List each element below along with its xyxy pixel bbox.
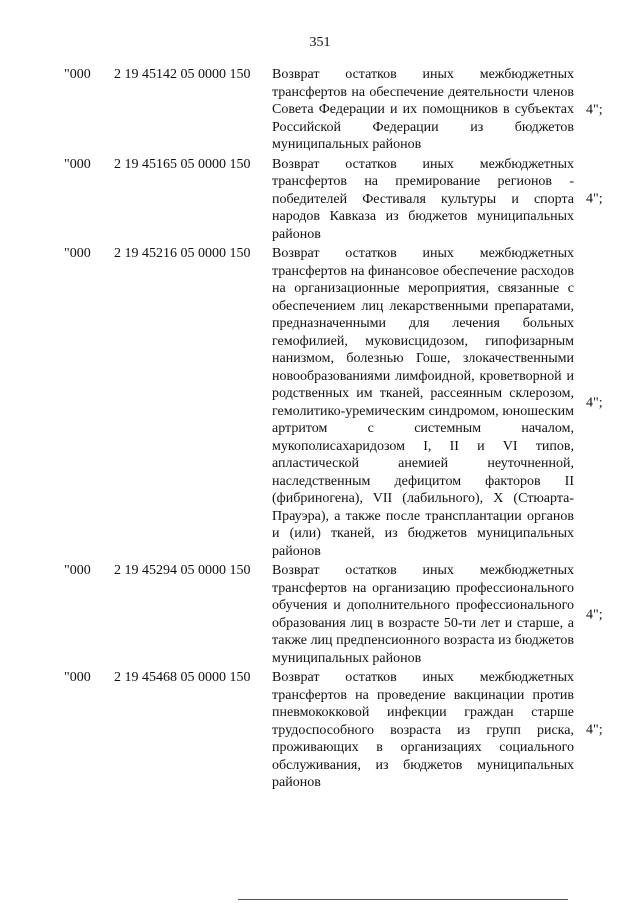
row-prefix: "000 xyxy=(64,563,91,578)
budget-code-list xyxy=(0,66,640,792)
budget-classification-code: 2 19 45294 05 0000 150 xyxy=(114,563,251,578)
budget-classification-code: 2 19 45468 05 0000 150 xyxy=(114,670,251,685)
row-description: Возврат остатков иных межбюджетных трансфертов на проведение вакцинации против пневмококковой инфекции граждан старше трудоспособного возраста из групп риска, проживающих в организациях социального обслуживания, из бюджетов муниципальных районов xyxy=(272,670,574,790)
row-prefix: "000 xyxy=(64,246,91,261)
budget-classification-code: 2 19 45142 05 0000 150 xyxy=(114,67,251,82)
row-prefix: "000 xyxy=(64,156,91,172)
page-number: 351 xyxy=(309,35,331,50)
table-row xyxy=(0,156,640,244)
row-suffix: 4"; xyxy=(586,102,603,117)
table-row xyxy=(0,66,640,154)
row-suffix: 4"; xyxy=(586,394,603,410)
row-prefix: "000 xyxy=(64,67,91,82)
row-description: Возврат остатков иных межбюджетных трансфертов на финансовое обеспечение расходов на организационные мероприятия, связанные с обеспечением лиц лекарственными препаратами, предназначенными для лечения больных гемофилией, муковисцидозом, гипофизарным нанизмом, болезнью Гоше, злокачественными новообразованиями лимфоидной, кроветворной и родственных им тканей, рассеянным склерозом, гемолитико-уремическим синдромом, юношеским артритом с системным началом, мукополисахаридозом I, II и VI типов, апластической анемией неуточненной, наследственным дефицитом факторов II (фибриногена), VII (лабильного), X (Стюарта-Прауэра), а также после трансплантации органов и (или) тканей, из бюджетов муниципальных районов xyxy=(272,246,574,559)
row-prefix: "000 xyxy=(64,670,91,685)
row-description: Возврат остатков иных межбюджетных трансфертов на организацию профессионального обучения и дополнительного профессионального образования лиц в возрасте 50-ти лет и старше, а также лиц предпенсионного возраста из бюджетов муниципальных районов xyxy=(272,563,574,666)
row-suffix: 4"; xyxy=(586,722,603,738)
row-description: Возврат остатков иных межбюджетных трансфертов на премирование регионов - победителей Фестиваля культуры и спорта народов Кавказа из бюджетов муниципальных районов xyxy=(272,156,574,242)
row-description: Возврат остатков иных межбюджетных трансфертов на обеспечение деятельности членов Совета Федерации и их помощников в субъектах Российской Федерации из бюджетов муниципальных районов xyxy=(272,67,574,152)
table-row xyxy=(0,669,640,792)
budget-classification-code: 2 19 45165 05 0000 150 xyxy=(114,156,251,172)
bottom-divider xyxy=(238,899,568,900)
table-row xyxy=(0,245,640,560)
row-suffix: 4"; xyxy=(586,606,603,622)
table-row xyxy=(0,562,640,667)
budget-classification-code: 2 19 45216 05 0000 150 xyxy=(114,246,251,261)
row-suffix: 4"; xyxy=(586,191,603,207)
